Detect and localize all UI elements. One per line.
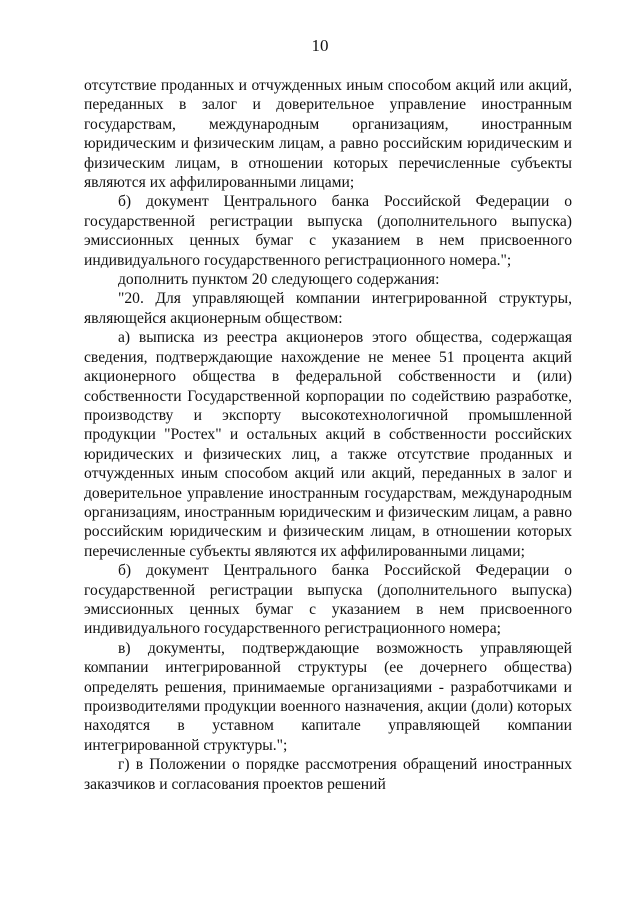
paragraph-point-20: "20. Для управляющей компании интегрированной структуры, являющейся акционерным обществом: (84, 290, 572, 327)
paragraph-item-g: г) в Положении о порядке рассмотрения обращений иностранных заказчиков и согласования проектов решений (84, 756, 572, 793)
paragraph-item-v: в) документы, подтверждающие возможность управляющей компании интегрированной структуры (ее дочернего общества) определять решения, принимаемые организациями - разработчиками и производителями продукции военного назначения, акции (доли) которых находятся в уставном капитале управляющей компании интегрированной структуры."; (84, 639, 572, 754)
page-number: 10 (311, 36, 329, 55)
paragraph-item-b: б) документ Центрального банка Российской Федерации о государственной регистрации выпуска (дополнительного выпуска) эмиссионных ценных бумаг с указанием в нем присвоенного индивидуального государственного регистрационного номера."; (84, 193, 572, 269)
document-body (84, 76, 572, 794)
paragraph-item-a: а) выписка из реестра акционеров этого общества, содержащая сведения, подтверждающие нахождение не менее 51 процента акций акционерного общества в федеральной собственности и (или) собственности Государственной корпорации по содействию разработке, производству и экспорту высокотехнологичной промышленной продукции "Ростех" и остальных акций в собственности российских юридических и физических лиц, а также отсутствие проданных и отчужденных иным способом акций или акций, переданных в залог и доверительное управление иностранным государствам, международным организациям, иностранным юридическим и физическим лицам, а равно российским юридическим и физическим лицам, в отношении которых перечисленные субъекты являются их аффилированными лицами; (84, 329, 572, 560)
paragraph-item-b-2: б) документ Центрального банка Российской Федерации о государственной регистрации выпуска (дополнительного выпуска) эмиссионных ценных бумаг с указанием в нем присвоенного индивидуального государственного регистрационного номера; (84, 562, 572, 638)
paragraph-amend-instruction: дополнить пунктом 20 следующего содержания: (118, 271, 440, 289)
paragraph-continuation: отсутствие проданных и отчужденных иным способом акций или акций, переданных в залог и доверительное управление иностранным государствам, международным организациям, иностранным юридическим и физическим лицам, а равно российским юридическим и физическим лицам, в отношении которых перечисленные субъекты являются их аффилированными лицами; (84, 77, 572, 192)
